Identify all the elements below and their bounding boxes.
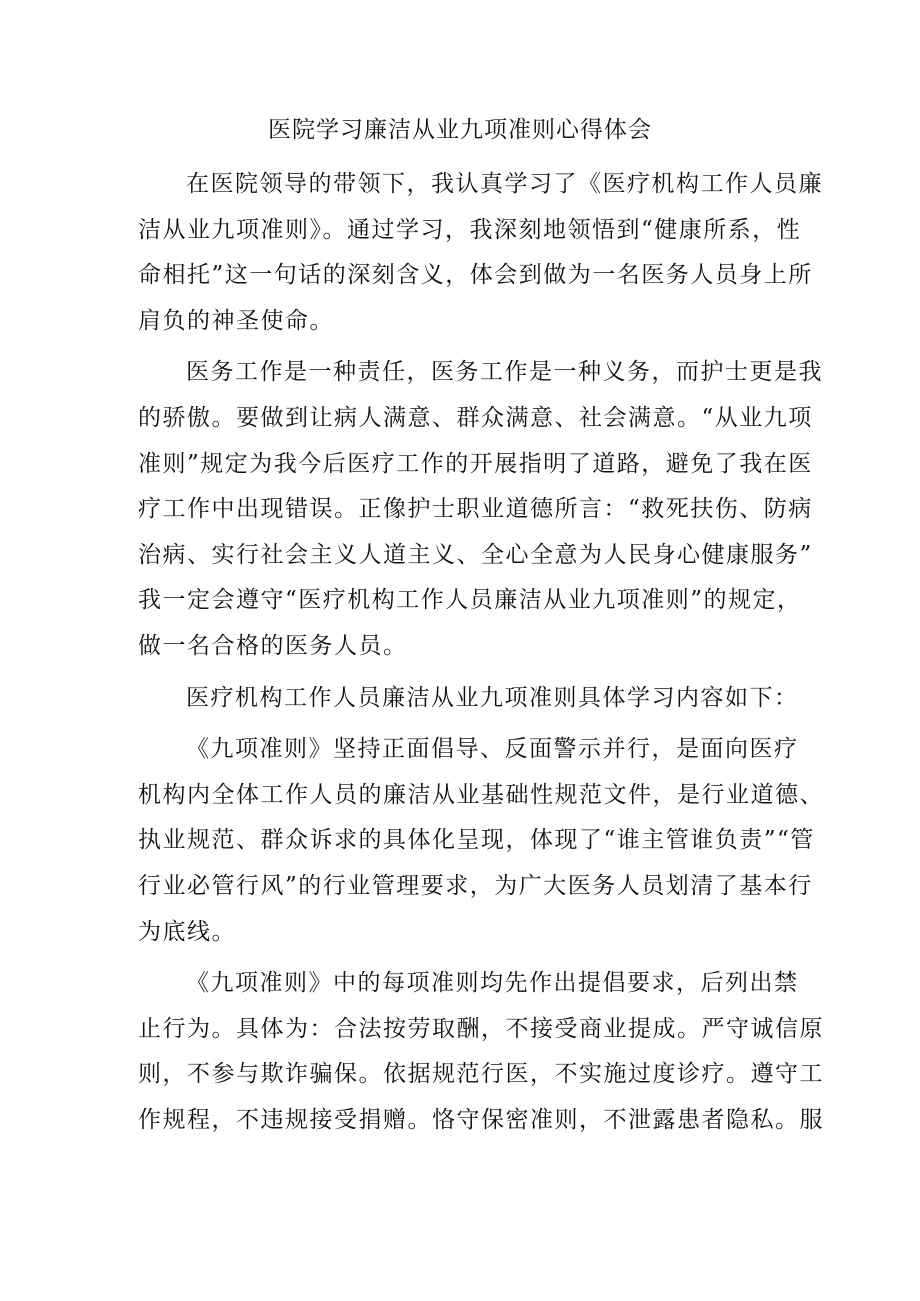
- document-title: 医院学习廉洁从业九项准则心得体会: [268, 117, 652, 143]
- text-line: 医疗机构工作人员廉洁从业九项准则具体学习内容如下：: [186, 684, 799, 711]
- text-line: 《九项准则》中的每项准则均先作出提倡要求，后列出禁: [186, 970, 799, 997]
- paragraph: [138, 961, 824, 1143]
- text-line: 作规程，不违规接受捐赠。恪守保密准则，不泄露患者隐私。服: [138, 1106, 824, 1133]
- text-line: 我一定会遵守“医疗机构工作人员廉洁从业九项准则”的规定，: [138, 587, 802, 614]
- text-line: 洁从业九项准则》。通过学习，我深刻地领悟到“健康所系，性: [138, 216, 802, 243]
- text-line: 的骄傲。要做到让病人满意、群众满意、社会满意。“从业九项: [138, 404, 813, 431]
- text-line: 止行为。具体为：合法按劳取酬，不接受商业提成。严守诚信原: [138, 1015, 824, 1042]
- text-line: 疗工作中出现错误。正像护士职业道德所言：“救死扶伤、防病: [138, 496, 813, 523]
- text-line: 机构内全体工作人员的廉洁从业基础性规范文件，是行业道德、: [138, 781, 824, 808]
- paragraph: [138, 727, 824, 955]
- text-line: 命相托”这一句话的深刻含义，体会到做为一名医务人员身上所: [138, 262, 813, 289]
- text-line: 做一名合格的医务人员。: [138, 632, 408, 659]
- paragraph: [138, 350, 823, 669]
- document-body: [138, 162, 824, 1143]
- paragraph: [138, 676, 799, 722]
- text-line: 准则”规定为我今后医疗工作的开展指明了道路，避免了我在医: [138, 450, 813, 477]
- text-line: 行业必管行风”的行业管理要求，为广大医务人员划清了基本行: [138, 872, 813, 899]
- text-line: 为底线。: [138, 918, 236, 945]
- text-line: 医务工作是一种责任，医务工作是一种义务，而护士更是我: [186, 359, 823, 386]
- text-line: 《九项准则》坚持正面倡导、反面警示并行，是面向医疗: [186, 736, 799, 763]
- text-line: 在医院领导的带领下，我认真学习了《医疗机构工作人员廉: [186, 171, 823, 197]
- text-line: 则，不参与欺诈骗保。依据规范行医，不实施过度诊疗。遵守工: [138, 1061, 824, 1088]
- text-line: 执业规范、群众诉求的具体化呈现，体现了“谁主管谁负责”“管: [138, 827, 815, 854]
- text-line: 治病、实行社会主义人道主义、全心全意为人民身心健康服务”: [138, 541, 813, 568]
- text-line: 肩负的神圣使命。: [138, 307, 334, 334]
- paragraph: [138, 162, 823, 344]
